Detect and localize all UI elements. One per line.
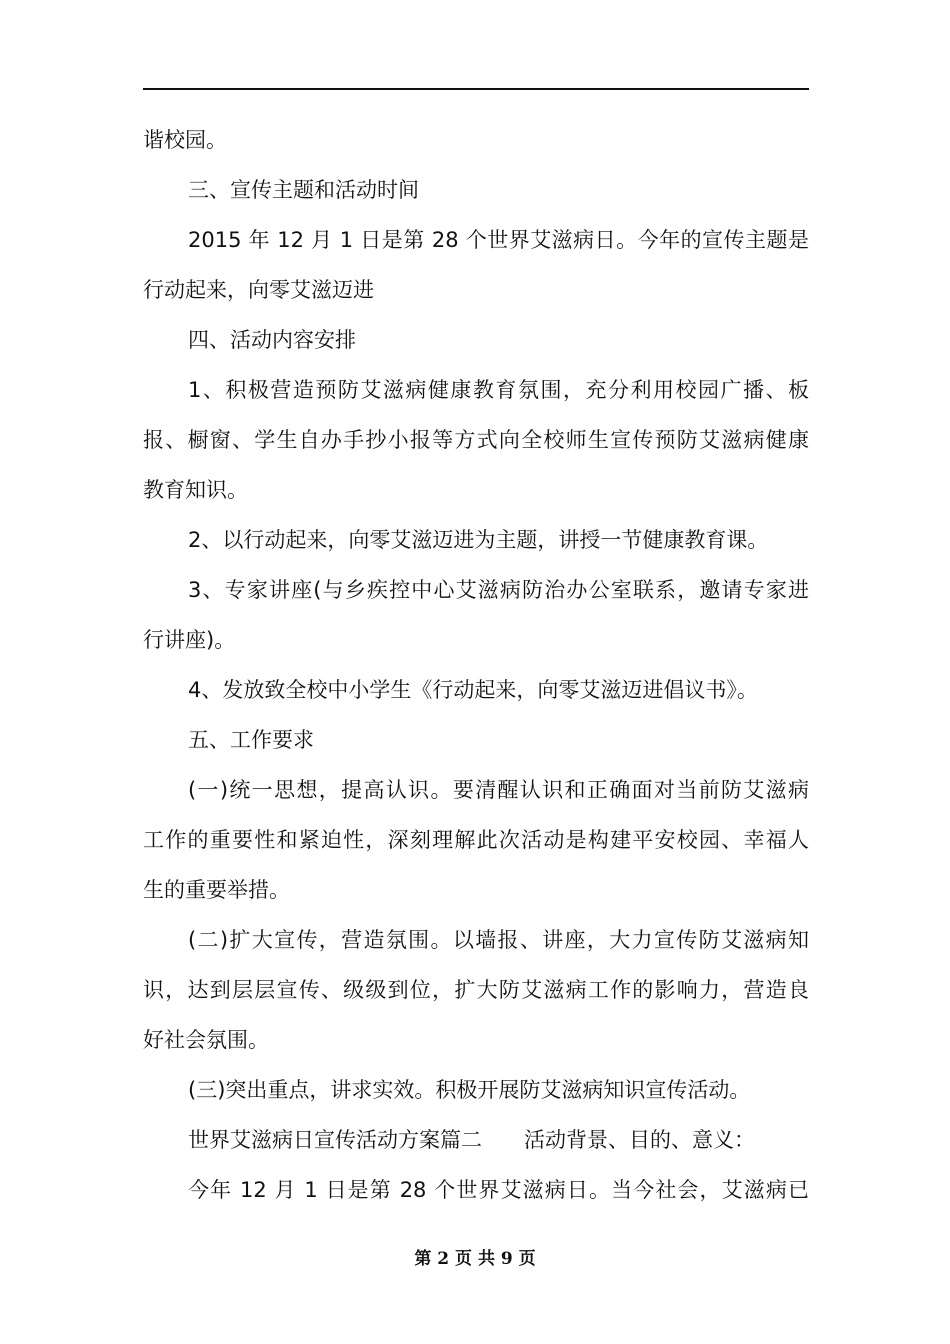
text-line: 三、宣传主题和活动时间 <box>188 178 419 202</box>
header-rule <box>143 88 809 90</box>
text-line: 报、橱窗、学生自办手抄小报等方式向全校师生宣传预防艾滋病健康 <box>143 428 809 452</box>
document-body <box>143 115 809 1215</box>
text-line: 4、发放致全校中小学生《行动起来，向零艾滋迈进倡议书》。 <box>188 678 758 702</box>
text-line: (一)统一思想，提高认识。要清醒认识和正确面对当前防艾滋病 <box>188 778 809 802</box>
text-line: 2、以行动起来，向零艾滋迈进为主题，讲授一节健康教育课。 <box>188 528 769 552</box>
text-line: 行动起来，向零艾滋迈进 <box>143 278 374 302</box>
text-line: 教育知识。 <box>143 478 248 502</box>
page-number: 第 2 页 共 9 页 <box>414 1249 536 1269</box>
text-line: 3、专家讲座(与乡疾控中心艾滋病防治办公室联系，邀请专家进 <box>188 578 809 602</box>
text-line: 今年 12 月 1 日是第 28 个世界艾滋病日。当今社会，艾滋病已 <box>188 1178 809 1202</box>
text-line: (三)突出重点，讲求实效。积极开展防艾滋病知识宣传活动。 <box>188 1078 751 1102</box>
text-line: 行讲座)。 <box>143 628 236 652</box>
text-line: (二)扩大宣传，营造氛围。以墙报、讲座，大力宣传防艾滋病知 <box>188 928 809 952</box>
text-line: 1、积极营造预防艾滋病健康教育氛围，充分利用校园广播、板 <box>188 378 809 402</box>
text-line: 五、工作要求 <box>188 728 314 752</box>
text-line: 四、活动内容安排 <box>188 328 356 352</box>
text-line: 2015 年 12 月 1 日是第 28 个世界艾滋病日。今年的宣传主题是 <box>188 228 809 252</box>
text-line: 生的重要举措。 <box>143 878 290 902</box>
text-line: 识，达到层层宣传、级级到位，扩大防艾滋病工作的影响力，营造良 <box>143 978 809 1002</box>
text-line: 谐校园。 <box>143 128 227 152</box>
text-line: 世界艾滋病日宣传活动方案篇二 活动背景、目的、意义： <box>188 1128 755 1152</box>
text-line: 工作的重要性和紧迫性，深刻理解此次活动是构建平安校园、幸福人 <box>143 828 809 852</box>
text-line: 好社会氛围。 <box>143 1028 269 1052</box>
